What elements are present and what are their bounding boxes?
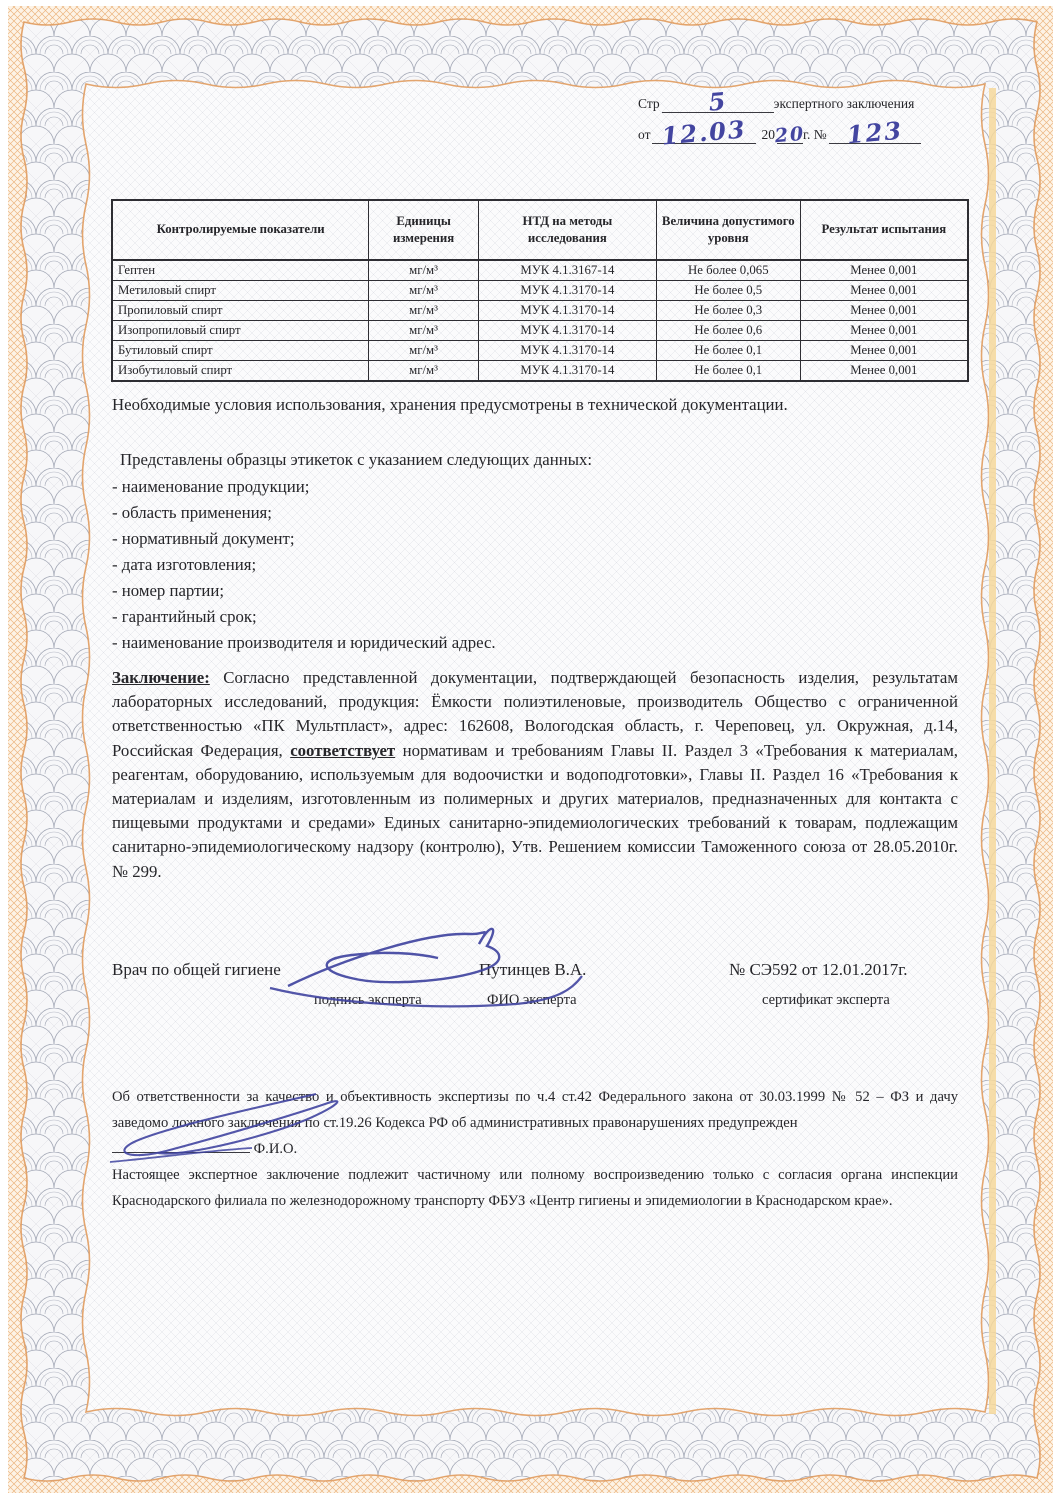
label-item: - наименование продукции;: [112, 477, 310, 496]
expert-signature-scribble: [266, 916, 666, 1016]
label-item: - нормативный документ;: [112, 529, 295, 548]
table-cell: Гептен: [112, 260, 369, 281]
table-cell: Менее 0,001: [800, 341, 968, 361]
label-items-list: [112, 474, 958, 656]
table-cell: мг/м³: [369, 341, 479, 361]
table-cell: МУК 4.1.3170-14: [478, 361, 656, 382]
after-year-label: г. №: [802, 127, 827, 142]
expert-position: Врач по общей гигиене: [112, 960, 281, 979]
date-handwritten: 12.03: [660, 114, 749, 151]
test-results-table: [111, 199, 969, 382]
table-row: [112, 361, 968, 382]
header-row-page: [638, 86, 968, 117]
page-number-blank: [662, 86, 774, 117]
expert-certificate: № СЭ592 от 12.01.2017г.: [729, 960, 908, 979]
table-row: [112, 281, 968, 301]
table-cell: мг/м³: [369, 301, 479, 321]
number-blank: [829, 115, 921, 150]
footer-signature-scribble: [104, 1086, 434, 1176]
table-cell: МУК 4.1.3167-14: [478, 260, 656, 281]
conditions-paragraph: Необходимые условия использования, хранения предусмотрены в технической документации.: [112, 395, 788, 414]
table-cell: Менее 0,001: [800, 301, 968, 321]
table-cell: МУК 4.1.3170-14: [478, 321, 656, 341]
table-cell: мг/м³: [369, 260, 479, 281]
label-item: - гарантийный срок;: [112, 607, 257, 626]
table-row: [112, 301, 968, 321]
table-cell: Не более 0,1: [656, 361, 800, 382]
table-cell: Метиловый спирт: [112, 281, 369, 301]
table-head: [112, 200, 968, 260]
table-header-cell: Единицы измерения: [369, 200, 479, 260]
page-label: Стр: [638, 96, 660, 111]
table-cell: МУК 4.1.3170-14: [478, 281, 656, 301]
from-label: от: [638, 127, 651, 142]
doc-number-handwritten: 123: [845, 115, 904, 150]
table-header-cell: Контролируемые показатели: [112, 200, 369, 260]
table-cell: Менее 0,001: [800, 281, 968, 301]
table-header-cell: Величина допустимого уровня: [656, 200, 800, 260]
table-header-row: [112, 200, 968, 260]
table-cell: Менее 0,001: [800, 361, 968, 382]
conclusion-text-before: Согласно представленной документации, подтверждающей безопасность изделия, результатам лабораторных исследований, продукция: Ёмкости полиэтиленовые, производитель Общество с ограниченной ответственностью «ПК Мультпласт», адрес: 162608, Вологодская область, г. Череповец, ул. Окружная, д.14, Российская Федерация,: [112, 668, 958, 760]
table-cell: МУК 4.1.3170-14: [478, 301, 656, 321]
table-cell: мг/м³: [369, 321, 479, 341]
label-item: - дата изготовления;: [112, 555, 257, 574]
label-item: - номер партии;: [112, 581, 225, 600]
table-cell: Не более 0,1: [656, 341, 800, 361]
table-cell: МУК 4.1.3170-14: [478, 341, 656, 361]
expert-name: Путинцев В.А.: [479, 960, 587, 979]
table-row: [112, 260, 968, 281]
label-item: - наименование производителя и юридический адрес.: [112, 633, 496, 652]
table-row: [112, 341, 968, 361]
conclusion-paragraph: [112, 666, 958, 884]
table-cell: Не более 0,065: [656, 260, 800, 281]
date-blank: [652, 114, 756, 151]
header-block: [638, 86, 968, 151]
label-item: - область применения;: [112, 503, 272, 522]
table-cell: мг/м³: [369, 281, 479, 301]
header-row-date: [638, 114, 968, 151]
table-cell: Не более 0,5: [656, 281, 800, 301]
conclusion-label: Заключение:: [112, 668, 210, 687]
year-blank: [773, 122, 807, 148]
table-cell: Менее 0,001: [800, 321, 968, 341]
year-handwritten: 20: [773, 122, 807, 148]
certificate-caption: сертификат эксперта: [762, 992, 890, 1008]
labels-intro-paragraph: Представлены образцы этикеток с указанием следующих данных:: [120, 450, 593, 469]
table-cell: Не более 0,6: [656, 321, 800, 341]
signature-caption: подпись эксперта: [314, 992, 422, 1008]
table-header-cell: НТД на методы исследования: [478, 200, 656, 260]
page-number-handwritten: 5: [707, 86, 729, 117]
year-printed: 20: [761, 127, 775, 142]
table-cell: Не более 0,3: [656, 301, 800, 321]
table-cell: Пропиловый спирт: [112, 301, 369, 321]
conclusion-emphasis: соответствует: [290, 740, 396, 760]
table-row: [112, 321, 968, 341]
name-caption: ФИО эксперта: [487, 992, 577, 1008]
liability-paragraph: Об ответственности за качество и объективность экспертизы по ч.4 ст.42 Федерального закона от 30.03.1999 № 52 – ФЗ и дачу заведомо ложного заключения по ст.19.26 Кодекса РФ об административных правонарушениях предупрежден: [112, 1089, 958, 1131]
conclusion-text-after: нормативам и требованиям Главы II. Раздел 3 «Требования к материалам, реагентам, оборудованию, используемым для водоочистки и водоподготовки», Главы II. Раздел 16 «Требования к материалам и изделиям, изготовленным из полимерных и других материалов, предназначенных для контакта с пищевыми продуктами и средами» Единых санитарно-эпидемиологических требований к товарам, подлежащим санитарно-эпидемиологическому надзору (контролю), Утв. Решением комиссии Таможенного союза от 28.05.2010г. № 299.: [112, 740, 959, 881]
table-body: [112, 260, 968, 381]
table-cell: Изобутиловый спирт: [112, 361, 369, 382]
fio-label: Ф.И.О.: [253, 1141, 298, 1157]
table-cell: Бутиловый спирт: [112, 341, 369, 361]
table-cell: Изопропиловый спирт: [112, 321, 369, 341]
doc-suffix-label: экспертного заключения: [773, 96, 915, 111]
reproduction-paragraph: Настоящее экспертное заключение подлежит частичному или полному воспроизведению только с согласия органа инспекции Краснодарского филиала по железнодорожному транспорту ФБУЗ «Центр гигиены и эпидемиологии в Краснодарском крае».: [112, 1167, 958, 1209]
table-header-cell: Результат испытания: [800, 200, 968, 260]
table-cell: мг/м³: [369, 361, 479, 382]
table-cell: Менее 0,001: [800, 260, 968, 281]
